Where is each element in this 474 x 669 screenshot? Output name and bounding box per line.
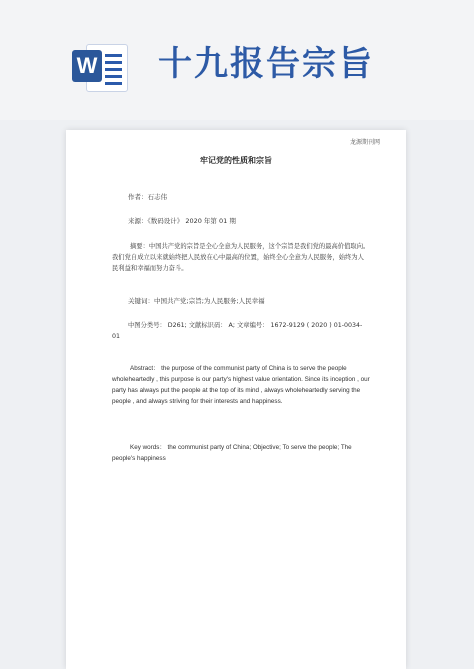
word-badge: W xyxy=(72,50,102,82)
banner-title: 十九报告宗旨 xyxy=(158,44,374,84)
keywords-cn: 关键词：中国共产党;宗旨;为人民服务;人民幸福 xyxy=(128,297,265,305)
document-page xyxy=(66,130,406,669)
header-banner xyxy=(0,0,474,120)
word-icon xyxy=(72,38,126,92)
abstract-en: Abstract： the purpose of the communist party of China is to serve the people wholeheartedly , this purpose is our party's highest value orientation. Since its inception , our party has always put the people at the top of its mind , always wholeheartedly serving the people , and always striving for their interests and happiness. xyxy=(112,365,370,405)
classification-line: 中图分类号： D261; 文献标识码： A; 文章编号： 1672-9129 ( 2020 ) 01-0034-01 xyxy=(112,322,363,340)
origin-line: 来源：《数码设计》 2020 年第 01 期 xyxy=(128,217,236,225)
keywords-en: Key words： the communist party of China; Objective; To serve the people; The people's happiness xyxy=(112,444,352,462)
abstract-cn: 摘要：中国共产党的宗旨是全心全意为人民服务，这个宗旨是我们党的最高价值取向。我们党自成立以来就始终把人民放在心中最高的位置，始终全心全意为人民服务，始终为人民利益和幸福而努力奋斗。 xyxy=(112,243,370,272)
document-title: 牢记党的性质和宗旨 xyxy=(200,156,272,165)
source-label: 龙源期刊网 xyxy=(349,139,380,146)
author-line: 作者：石志伟 xyxy=(128,193,167,201)
